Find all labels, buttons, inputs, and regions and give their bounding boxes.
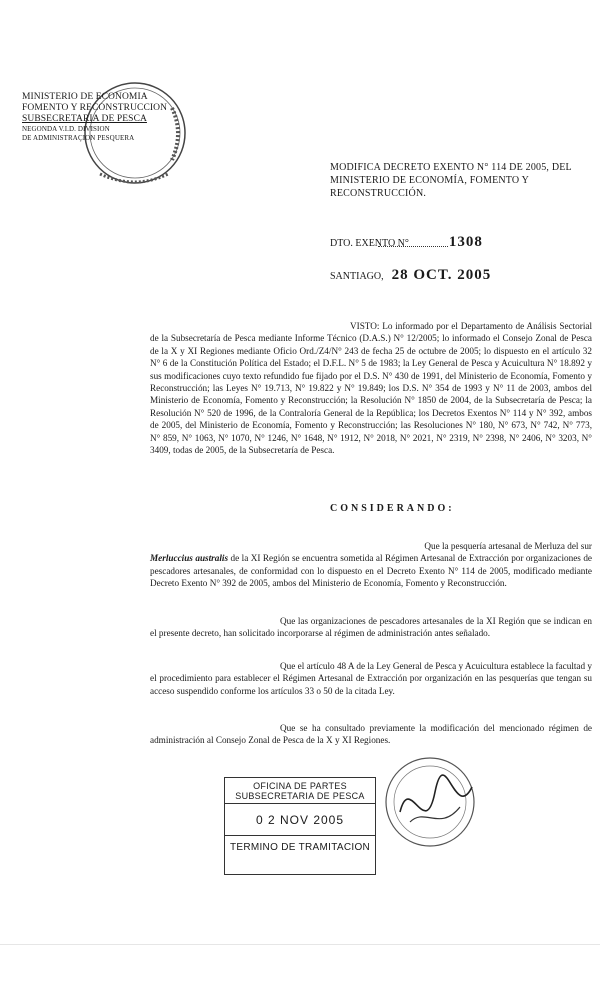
species-name: Merluccius australis bbox=[150, 553, 229, 564]
signature-seal bbox=[380, 752, 490, 852]
city: SANTIAGO, bbox=[330, 271, 384, 282]
decree-number-underline bbox=[378, 246, 448, 247]
stamp-line-2: SUBSECRETARIA DE PESCA bbox=[225, 791, 375, 804]
header-line-5: DE ADMINISTRAÇION PESQUERA bbox=[22, 134, 135, 142]
header-line-4: NEGONDA V.I.D. DIVISION bbox=[22, 125, 110, 133]
considerando-heading: CONSIDERANDO: bbox=[330, 503, 455, 514]
decree-label: DTO. EXENTO N° bbox=[330, 238, 409, 249]
header-line-1: MINISTERIO DE ECONOMIA bbox=[22, 92, 148, 102]
considerando-2: Que las organizaciones de pescadores artesanales de la XI Región que se indican en el presente decreto, han solicitado incorporarse al régimen de administración antes señalado. bbox=[150, 616, 592, 639]
decree-date: 28 OCT. 2005 bbox=[391, 267, 492, 283]
visto-paragraph: VISTO: Lo informado por el Departamento de Análisis Sectorial de la Subsecretaría de Pesca mediante Informe Técnico (D.A.S.) N° 12/2005; lo informado el Consejo Zonal de Pesca de la X y XI Regiones mediante Oficio Ord./Z4/N° 243 de fecha 25 de octubre de 2005; lo dispuesto en el artículo 32 N° 6 de la Constitución Política del Estado; el D.F.L. N° 5 de 1983; la Ley General de Pesca y Acuicultura N° 18.892 y sus modificaciones cuyo texto refundido fue fijado por el D.S. N° 430 de 1991, del Ministerio de Economía, Fomento y Reconstrucción; las Leyes N° 19.713, N° 19.822 y N° 19.849; los D.S. N° 354 de 1993 y N° 11 de 2003, ambos del Ministerio de Economía, Fomento y Reconstrucción; la Resolución N° 1850 de 2004, de la Subsecretaría de Pesca; la Resolución N° 520 de 1996, de la Contraloría General de la República; los Decretos Exentos N° 114 y N° 392, ambos de 2005, del Ministerio de Economía, Fomento y Reconstrucción; las Resoluciones N° 180, N° 673, N° 742, N° 773, N° 859, N° 1063, N° 1070, N° 1246, N° 1648, N° 1912, N° 2018, N° 2021, N° 2319, N° 2398, N° 2406, N° 3203, N° 3409, todas de 2005, de la Subsecretaría de Pesca. bbox=[150, 321, 592, 456]
header-line-3: SUBSECRETARIA DE PESCA bbox=[22, 114, 147, 124]
considerando-1 bbox=[150, 540, 592, 590]
decree-number-row bbox=[330, 233, 592, 251]
stamp-date: 0 2 NOV 2005 bbox=[255, 813, 345, 827]
ministry-header bbox=[22, 92, 172, 143]
considerando-3: Que el artículo 48 A de la Ley General de Pesca y Acuicultura establece la facultad y el procedimiento para establecer el Régimen Artesanal de Extracción por organización en las pesquerías que tengan su acceso suspendido conforme los artículos 33 o 50 de la citada Ley. bbox=[150, 661, 592, 696]
page-fold-line bbox=[0, 944, 600, 945]
office-stamp bbox=[224, 777, 376, 875]
considerando-1-rest: de la XI Región se encuentra sometida al Régimen Artesanal de Extracción por organizaciones de pescadores artesanales, de conformidad con lo dispuesto en el Decreto Exento N° 114 de 2005, modificado mediante Decreto Exento N° 392 de 2005, ambos del Ministerio de Economía, Fomento y Reconstrucción. bbox=[150, 553, 593, 589]
considerando-1-first-line: Que la pesquería artesanal de Merluza del sur bbox=[424, 541, 592, 551]
decree-title: MODIFICA DECRETO EXENTO N° 114 DE 2005, DEL MINISTERIO DE ECONOMÍA, FOMENTO Y RECONSTRUCCIÓN. bbox=[330, 162, 572, 199]
considerando-4: Que se ha consultado previamente la modificación del mencionado régimen de administración al Consejo Zonal de Pesca de la X y XI Regiones. bbox=[150, 723, 592, 746]
decree-number: 1308 bbox=[448, 234, 483, 250]
stamp-line-1: OFICINA DE PARTES bbox=[253, 781, 347, 791]
stamp-line-4: TERMINO DE TRAMITACION bbox=[225, 835, 375, 853]
place-date-row bbox=[330, 266, 592, 284]
header-line-2: FOMENTO Y RECONSTRUCCION bbox=[22, 103, 168, 113]
